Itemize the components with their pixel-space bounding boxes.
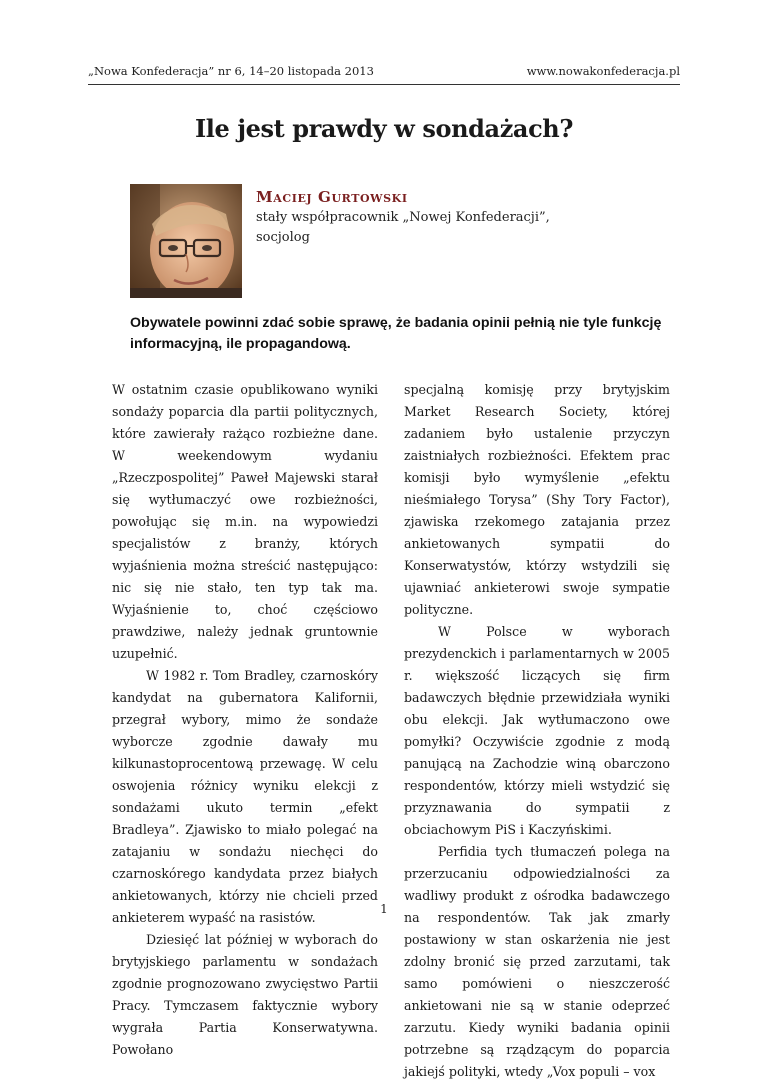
text-column-left [112, 379, 378, 1061]
paragraph: W Polsce w wyborach prezydenckich i parlamentarnych w 2005 r. większość liczących się firm badawczych błędnie przewidziała wyniki obu elekcji. Jak wytłumaczono owe pomyłki? Oczywiście zgodnie z modą panującą na Zachodzie winą obarczono respondentów, którzy mieli wstydzić się przyznawania do sympatii z obciachowym PiS i Kaczyńskimi. [404, 624, 670, 837]
article-lead: Obywatele powinni zdać sobie sprawę, że badania opinii pełnią nie tyle funkcję informacyjną, ile propagandową. [130, 315, 662, 352]
paragraph: W ostatnim czasie opublikowano wyniki sondaży poparcia dla partii politycznych, które zawierały rażąco rozbieżne dane. W weekendowym wydaniu „Rzeczpospolitej” Paweł Majewski starał się wytłumaczyć owe rozbieżności, powołując się m.in. na wypowiedzi specjalistów z branży, których wyjaśnienia można streścić następująco: nic się nie stało, ten typ tak ma. Wyjaśnienie to, choć częściowo prawdziwe, należy jednak gruntownie uzupełnić. [112, 382, 378, 661]
author-name: Maciej Gurtowski [256, 188, 408, 206]
website-url: www.nowakonfederacja.pl [526, 64, 680, 78]
paragraph: W 1982 r. Tom Bradley, czarnoskóry kandydat na gubernatora Kalifornii, przegrał wybory, mimo że sondaże wyborcze zgodnie dawały mu kilkunastoprocentową przewagę. W celu oswojenia różnicy wyniku elekcji z sondażami ukuto termin „efekt Bradleya”. Zjawisko to miało polegać na zatajaniu w sondażu niechęci do czarnoskórego kandydata przez białych ankietowanych, którzy nie chcieli przed ankieterem wypaść na rasistów. [112, 668, 378, 925]
publication-info: „Nowa Konfederacja” nr 6, 14–20 listopada 2013 [88, 64, 374, 78]
header-divider [88, 84, 680, 85]
article-title: Ile jest prawdy w sondażach? [194, 114, 573, 143]
paragraph: Dziesięć lat później w wyborach do brytyjskiego parlamentu w sondażach zgodnie prognozowano zwycięstwo Partii Pracy. Tymczasem faktycznie wybory wygrała Partia Konserwatywna. Powołano [112, 932, 378, 1057]
author-photo [130, 184, 242, 298]
author-description: stały współpracownik „Nowej Konfederacji”, socjolog [256, 210, 550, 245]
paragraph: specjalną komisję przy brytyjskim Market Research Society, której zadaniem było ustalenie przyczyn zaistniałych rozbieżności. Efektem prac komisji było wymyślenie „efektu nieśmiałego Torysa” (Shy Tory Factor), zjawiska rzekomego zatajania przez ankietowanych sympatii do Konserwatystów, którzy wstydzili się ujawniać ankieterowi swoje sympatie polityczne. [404, 382, 670, 617]
page-number: 1 [380, 902, 388, 916]
paragraph: Perfidia tych tłumaczeń polega na przerzucaniu odpowiedzialności za wadliwy produkt z ośrodka badawczego na respondentów. Tak jak zmarły postawiony w stan oskarżenia nie jest zdolny bronić się przed zarzutami, tak samo pomówieni o nieszczerość ankietowani nie są w stanie odeprzeć zarzutu. Kiedy wyniki badania opinii potrzebne są rządzącym do poparcia jakiejś polityki, wtedy „Vox populi – vox [404, 844, 670, 1079]
text-column-right [404, 379, 670, 1083]
